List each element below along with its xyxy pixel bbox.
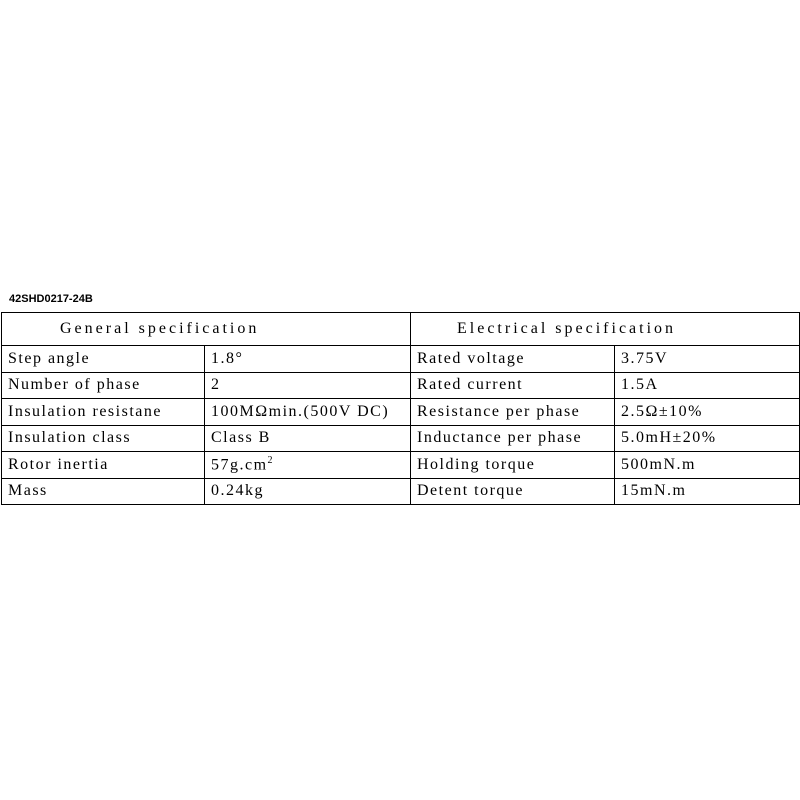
general-value: 100MΩmin.(500V DC)	[205, 399, 411, 426]
table-row	[2, 478, 800, 505]
header-row	[2, 313, 800, 346]
general-value: Class B	[205, 425, 411, 452]
unit-exponent: 2	[267, 455, 273, 467]
electrical-value: 5.0mH±20%	[615, 425, 800, 452]
model-label: 42SHD0217-24B	[9, 293, 93, 305]
table-row	[2, 425, 800, 452]
general-label: Rotor inertia	[2, 452, 205, 479]
general-label: Number of phase	[2, 372, 205, 399]
general-spec-header: General specification	[2, 313, 411, 346]
general-value: 1.8°	[205, 346, 411, 373]
table-row	[2, 399, 800, 426]
rotor-inertia-value: 57g.cm	[211, 456, 268, 474]
electrical-value: 500mN.m	[615, 452, 800, 479]
general-value: 0.24kg	[205, 478, 411, 505]
electrical-spec-header: Electrical specification	[411, 313, 800, 346]
general-label: Mass	[2, 478, 205, 505]
electrical-value: 15mN.m	[615, 478, 800, 505]
general-label: Insulation resistane	[2, 399, 205, 426]
electrical-label: Inductance per phase	[411, 425, 615, 452]
spec-table	[1, 312, 800, 505]
general-value: 2	[205, 372, 411, 399]
electrical-label: Rated voltage	[411, 346, 615, 373]
general-label: Step angle	[2, 346, 205, 373]
electrical-value: 1.5A	[615, 372, 800, 399]
electrical-label: Holding torque	[411, 452, 615, 479]
general-label: Insulation class	[2, 425, 205, 452]
electrical-label: Rated current	[411, 372, 615, 399]
general-value	[205, 452, 411, 479]
electrical-value: 2.5Ω±10%	[615, 399, 800, 426]
electrical-label: Resistance per phase	[411, 399, 615, 426]
table-row	[2, 346, 800, 373]
table-row	[2, 372, 800, 399]
table-row	[2, 452, 800, 479]
electrical-value: 3.75V	[615, 346, 800, 373]
electrical-label: Detent torque	[411, 478, 615, 505]
